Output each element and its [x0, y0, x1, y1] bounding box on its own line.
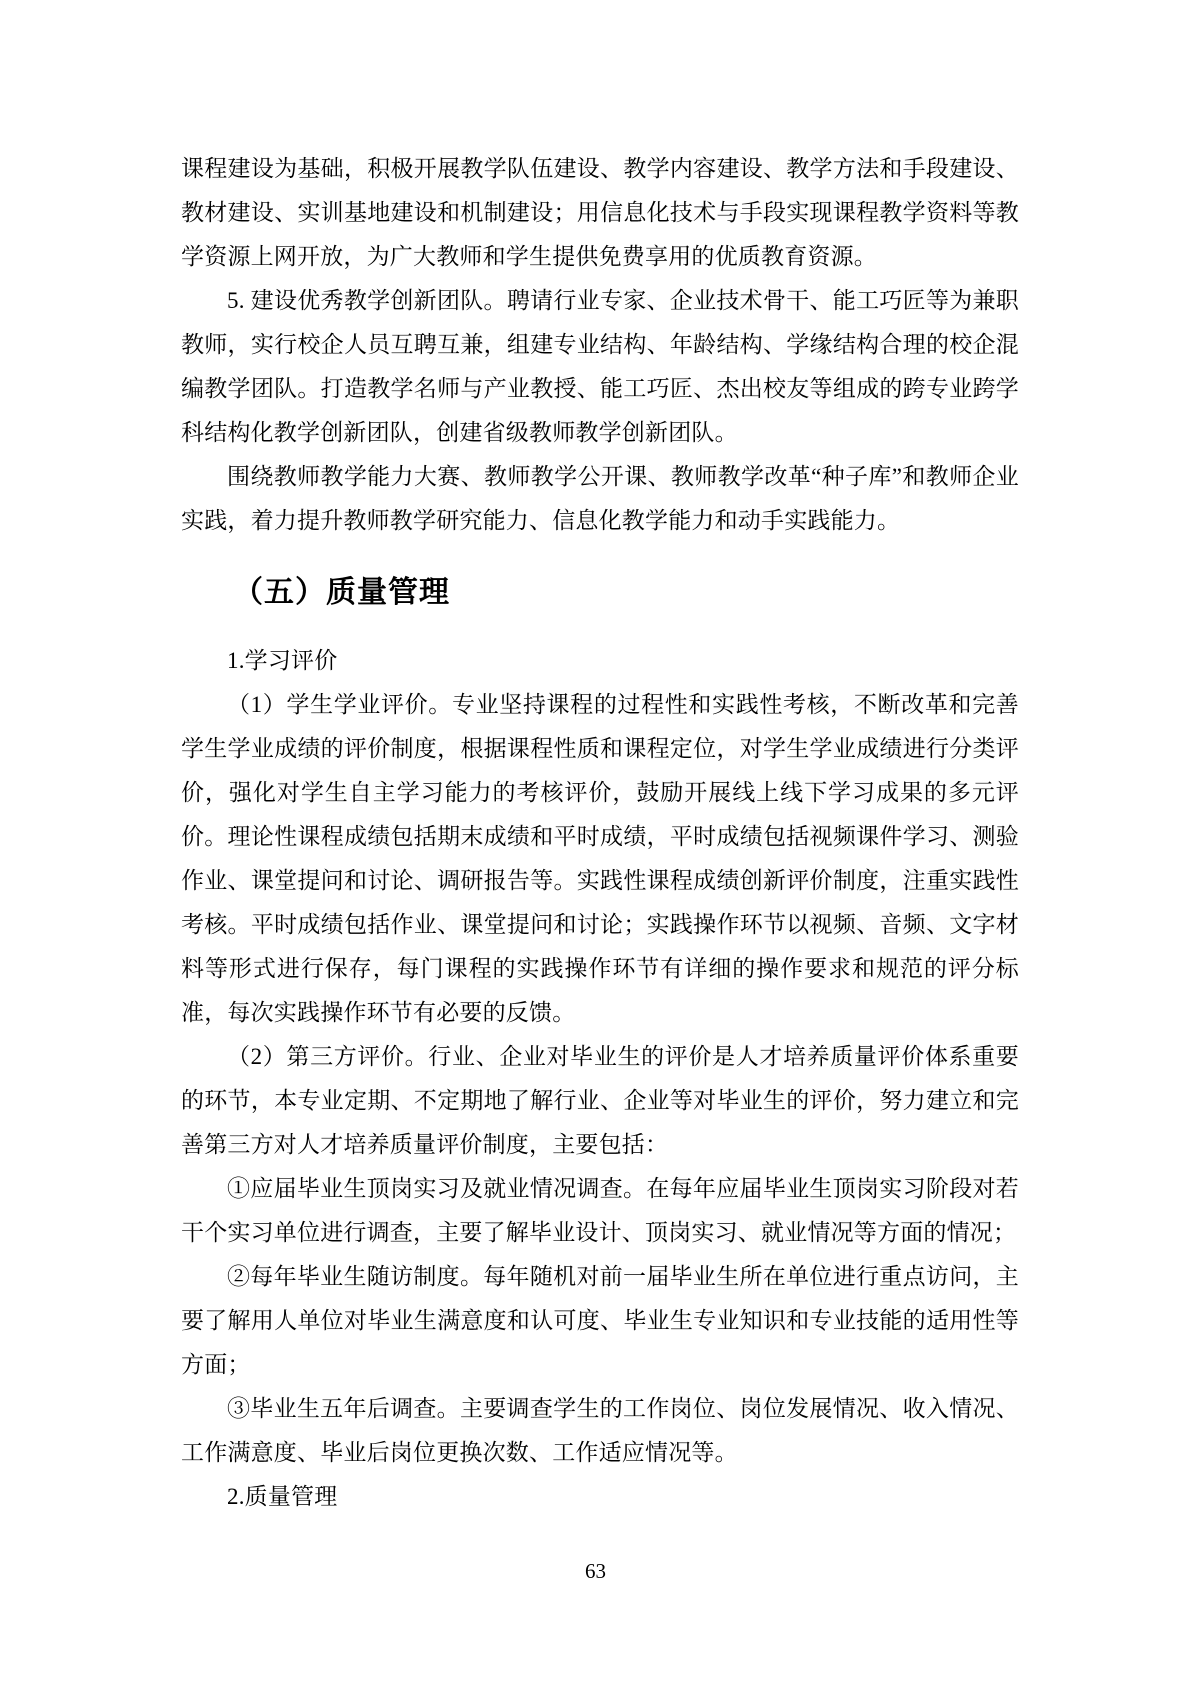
paragraph-third-party-evaluation: （2）第三方评价。行业、企业对毕业生的评价是人才培养质量评价体系重要的环节，本专业定期、不定期地了解行业、企业等对毕业生的评价，努力建立和完善第三方对人才培养质量评价制度，主要包括： [181, 1044, 1019, 1157]
paragraph-item-1-internship-survey: ①应届毕业生顶岗实习及就业情况调查。在每年应届毕业生顶岗实习阶段对若干个实习单位进行调查，主要了解毕业设计、顶岗实习、就业情况等方面的情况； [181, 1176, 1019, 1245]
document-content [181, 147, 1019, 1519]
paragraph-subheading-learning-evaluation: 1.学习评价 [227, 648, 338, 673]
paragraph-item-2-graduate-followup: ②每年毕业生随访制度。每年随机对前一届毕业生所在单位进行重点访问，主要了解用人单位对毕业生满意度和认可度、毕业生专业知识和专业技能的适用性等方面； [181, 1264, 1019, 1377]
paragraph-item-3-five-year-survey: ③毕业生五年后调查。主要调查学生的工作岗位、岗位发展情况、收入情况、工作满意度、毕业后岗位更换次数、工作适应情况等。 [181, 1396, 1019, 1465]
section-heading-quality-management: （五）质量管理 [233, 576, 450, 609]
paragraph-continuation: 课程建设为基础，积极开展教学队伍建设、教学内容建设、教学方法和手段建设、教材建设、实训基地建设和机制建设；用信息化技术与手段实现课程教学资料等教学资源上网开放，为广大教师和学生提供免费享用的优质教育资源。 [181, 156, 1019, 269]
page-number: 63 [585, 1559, 606, 1583]
paragraph-teacher-competitions: 围绕教师教学能力大赛、教师教学公开课、教师教学改革“种子库”和教师企业实践，着力提升教师教学研究能力、信息化教学能力和动手实践能力。 [181, 464, 1019, 533]
paragraph-item-5-team-building: 5. 建设优秀教学创新团队。聘请行业专家、企业技术骨干、能工巧匠等为兼职教师，实行校企人员互聘互兼，组建专业结构、年龄结构、学缘结构合理的校企混编教学团队。打造教学名师与产业教授、能工巧匠、杰出校友等组成的跨专业跨学科结构化教学创新团队，创建省级教师教学创新团队。 [181, 288, 1019, 445]
paragraph-subheading-quality-management: 2.质量管理 [227, 1484, 338, 1509]
paragraph-student-academic-evaluation: （1）学生学业评价。专业坚持课程的过程性和实践性考核，不断改革和完善学生学业成绩的评价制度，根据课程性质和课程定位，对学生学业成绩进行分类评价，强化对学生自主学习能力的考核评价，鼓励开展线上线下学习成果的多元评价。理论性课程成绩包括期末成绩和平时成绩，平时成绩包括视频课件学习、测验作业、课堂提问和讨论、调研报告等。实践性课程成绩创新评价制度，注重实践性考核。平时成绩包括作业、课堂提问和讨论；实践操作环节以视频、音频、文字材料等形式进行保存，每门课程的实践操作环节有详细的操作要求和规范的评分标准，每次实践操作环节有必要的反馈。 [181, 692, 1019, 1025]
